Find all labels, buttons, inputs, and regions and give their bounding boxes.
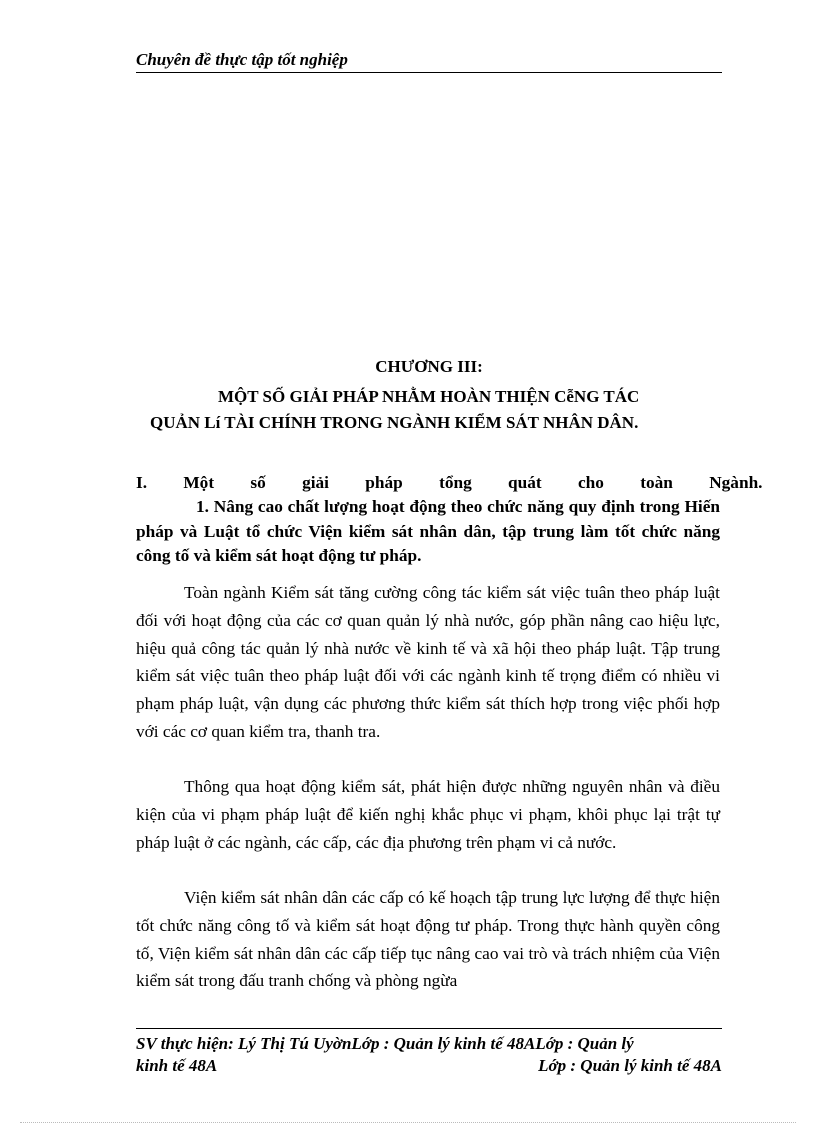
header-title: Chuyên đề thực tập tốt nghiệp bbox=[136, 50, 348, 69]
chapter-number: CHƯƠNG III: bbox=[375, 357, 483, 376]
page-header bbox=[136, 50, 722, 73]
subsection-heading: 1. Nâng cao chất lượng hoạt động theo chức năng quy định trong Hiến pháp và Luật tổ chức Viện kiểm sát nhân dân, tập trung làm tốt chức năng công tố và kiểm sát hoạt động tư pháp. bbox=[136, 497, 720, 565]
footer-line2-left: kinh tế 48A bbox=[136, 1056, 218, 1075]
paragraph-2: Thông qua hoạt động kiểm sát, phát hiện được những nguyên nhân và điều kiện của vi phạm pháp luật để kiến nghị khắc phục vi phạm, khôi phục lại trật tự pháp luật ở các ngành, các cấp, các địa phương trên phạm vi cả nước. bbox=[136, 777, 720, 852]
section-heading: I. Một số giải pháp tổng quát cho toàn Ngành. bbox=[136, 473, 763, 492]
footer-line2-right: Lớp : Quản lý kinh tế 48A bbox=[538, 1056, 722, 1075]
paragraph-3: Viện kiểm sát nhân dân các cấp có kế hoạch tập trung lực lượng để thực hiện tốt chức năng công tố và kiểm sát hoạt động tư pháp. Trong thực hành quyền công tố, Viện kiểm sát nhân dân các cấp tiếp tục nâng cao vai trò và trách nhiệm của Viện kiểm sát trong đấu tranh chống và phòng ngừa bbox=[136, 888, 720, 991]
page-footer bbox=[136, 1028, 722, 1077]
chapter-title-line2: QUẢN Lí TÀI CHÍNH TRONG NGÀNH KIỂM SÁT NHÂN DÂN. bbox=[150, 413, 639, 432]
footer-line1: SV thực hiện: Lý Thị Tú UyờnLớp : Quản lý kinh tế 48ALớp : Quản lý bbox=[136, 1034, 634, 1053]
footer-line2 bbox=[136, 1055, 722, 1077]
paragraph-1: Toàn ngành Kiểm sát tăng cường công tác kiểm sát việc tuân theo pháp luật đối với hoạt động của các cơ quan quản lý nhà nước, góp phần nâng cao hiệu lực, hiệu quả công tác quản lý nhà nước về kinh tế và xã hội theo pháp luật. Tập trung kiểm sát việc tuân theo pháp luật đối với các ngành kinh tế trọng điểm có nhiều vi phạm pháp luật, vận dụng các phương thức kiểm sát thích hợp trong việc phối hợp với các cơ quan kiểm tra, thanh tra. bbox=[136, 583, 720, 741]
chapter-title-line1: MỘT SỐ GIẢI PHÁP NHẰM HOÀN THIỆN CễNG TÁC bbox=[218, 387, 640, 406]
